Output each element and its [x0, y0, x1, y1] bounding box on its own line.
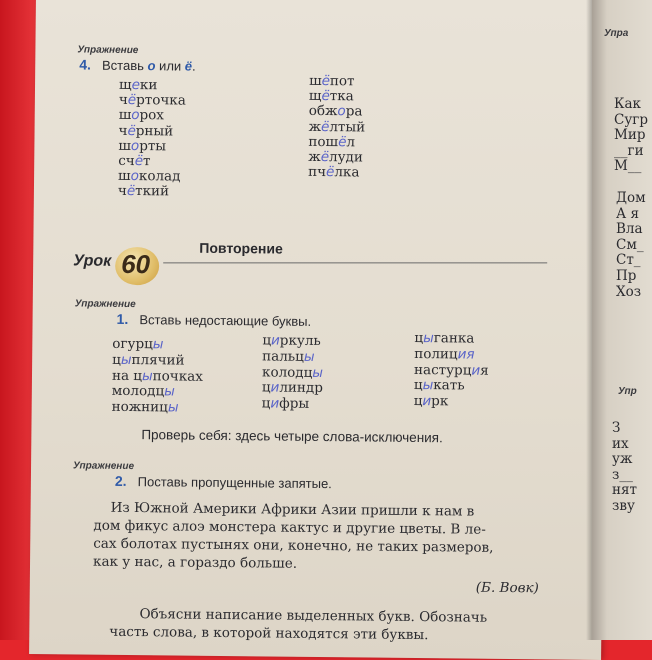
cut-off-line: Как	[614, 96, 641, 112]
cut-off-line: См_	[616, 237, 644, 253]
word-item	[308, 134, 355, 150]
cut-off-line: Пр	[616, 268, 636, 284]
word-item	[118, 138, 166, 154]
word-part: ж	[309, 118, 322, 134]
word-part: ш	[119, 107, 132, 123]
cut-off-line: уж	[612, 451, 632, 467]
cut-off-line: зву	[612, 498, 635, 514]
word-item	[119, 107, 164, 123]
word-part: рох	[139, 107, 164, 123]
cut-off-line: з__	[612, 467, 633, 483]
instruction-line: часть слова, в которой находятся эти буквы.	[109, 623, 428, 644]
word-part: луди	[329, 149, 363, 165]
word-part: ч	[118, 183, 127, 199]
cut-off-line: А я	[616, 206, 639, 222]
word-item	[309, 103, 363, 120]
handwritten-letter: ы	[121, 352, 132, 368]
word-part: линдр	[279, 380, 323, 396]
word-item	[119, 77, 157, 93]
word-item	[414, 346, 474, 363]
word-item	[309, 118, 366, 135]
paragraph-line: Из Южной Америки Африки Азии пришли к нам в	[111, 499, 475, 521]
handwritten-letter: е	[132, 77, 140, 93]
word-part: рточка	[136, 92, 186, 109]
word-part: ц	[414, 377, 423, 393]
word-item	[262, 364, 323, 381]
handwritten-letter: ы	[142, 368, 153, 384]
handwritten-letter: ё	[321, 119, 329, 135]
word-part: ч	[118, 122, 127, 138]
word-item	[112, 383, 175, 400]
cut-off-line: нят	[612, 482, 637, 498]
word-part: ч	[119, 92, 128, 108]
word-part: ки	[140, 77, 158, 93]
word-part: ра	[346, 104, 363, 120]
word-part: кать	[433, 378, 464, 394]
exercise-1-check: Проверь себя: здесь четыре слова-исключения.	[141, 427, 443, 445]
word-item	[414, 330, 474, 347]
handwritten-letter: ы	[423, 377, 434, 393]
word-part: рты	[139, 138, 166, 154]
word-part: ркуль	[280, 333, 321, 349]
word-part: рный	[136, 123, 174, 139]
handwritten-letter: о	[131, 168, 139, 184]
exercise-number: 4.	[79, 56, 91, 72]
instruction-line: Объясни написание выделенных букв. Обозначь	[139, 605, 487, 627]
handwritten-letter: и	[422, 393, 431, 409]
word-part: ц	[414, 330, 423, 346]
word-item	[262, 396, 310, 412]
cut-off-line: З	[612, 420, 620, 436]
handwritten-letter: ы	[168, 400, 179, 416]
word-part: полиц	[414, 346, 458, 362]
lesson-number: 60	[121, 249, 150, 280]
word-part: настурц	[414, 362, 472, 379]
cut-off-line: М__	[614, 158, 641, 174]
word-part: фры	[279, 396, 309, 412]
cut-off-line: __ги	[614, 143, 644, 159]
word-part: ц	[262, 396, 271, 412]
word-part: обж	[309, 103, 338, 119]
exercise-number: 2.	[115, 473, 127, 489]
word-part: ш	[309, 73, 322, 89]
handwritten-letter: и	[271, 332, 280, 348]
exercise-4-task: 4. Вставь о или ё.	[79, 54, 196, 74]
lesson-title: Повторение	[199, 240, 283, 257]
word-part: ганка	[434, 330, 475, 346]
word-item	[262, 348, 314, 365]
word-item	[119, 92, 186, 109]
word-item	[414, 393, 449, 409]
handwritten-letter: ы	[423, 330, 434, 346]
word-part: ц	[112, 352, 121, 368]
word-part: лтый	[329, 119, 365, 135]
handwritten-letter: ы	[164, 384, 175, 400]
exercise-label: Упражнение	[75, 298, 136, 310]
word-part: колад	[139, 168, 181, 184]
word-item	[414, 362, 489, 379]
word-item	[309, 73, 355, 89]
left-page	[29, 0, 608, 660]
exercise-label: Упра	[604, 28, 628, 39]
handwritten-letter: ия	[458, 346, 475, 362]
cut-off-line: Вла	[616, 221, 643, 237]
handwritten-letter: о	[337, 104, 345, 120]
exercise-number: 1.	[117, 311, 129, 327]
handwritten-letter: ё	[321, 88, 329, 104]
word-part: плячий	[131, 352, 184, 369]
exercise-1-task: 1. Вставь недостающие буквы.	[117, 309, 312, 330]
word-part: рк	[431, 393, 448, 409]
word-part: ц	[262, 380, 271, 396]
word-item	[118, 153, 150, 169]
handwritten-letter: и	[471, 362, 480, 378]
exercise-label: Упр	[618, 386, 637, 397]
word-part: на ц	[112, 367, 142, 383]
word-part: колодц	[262, 364, 312, 381]
word-part: ш	[118, 168, 131, 184]
word-part: ножниц	[112, 399, 168, 416]
word-item	[262, 332, 321, 349]
paragraph-line: дом фикус алоэ монстера кактус и другие цветы. В ле-	[93, 517, 486, 539]
word-part: пальц	[262, 348, 304, 364]
cut-off-line: их	[612, 436, 629, 452]
word-part: лка	[334, 164, 359, 180]
word-part: почках	[153, 368, 203, 385]
word-part: огурц	[112, 336, 153, 352]
cut-off-line: Дом	[616, 190, 646, 206]
word-part: ц	[262, 332, 271, 348]
word-part: сч	[118, 153, 135, 169]
cut-off-line: Сугр	[614, 112, 648, 128]
word-item	[112, 336, 163, 353]
paragraph-line: сах болотах пустынях они, конечно, не таких размеров,	[93, 535, 493, 557]
word-item	[118, 122, 173, 139]
word-item	[414, 377, 465, 394]
word-item	[112, 352, 185, 369]
word-part: ткий	[135, 183, 169, 199]
cut-off-line: Мир	[614, 127, 645, 143]
paragraph-line: как у нас, а гораздо больше.	[93, 553, 297, 573]
word-item	[309, 88, 354, 104]
handwritten-letter: и	[270, 380, 279, 396]
word-part: пош	[308, 134, 338, 150]
exercise-label: Упражнение	[77, 44, 138, 56]
exercise-label: Упражнение	[73, 460, 134, 472]
lesson-rule	[163, 262, 547, 263]
handwritten-letter: ы	[153, 336, 164, 352]
word-item	[308, 149, 363, 166]
handwritten-letter: и	[270, 396, 279, 412]
word-part: т	[143, 153, 151, 169]
handwritten-letter: ы	[312, 365, 323, 381]
word-part: пот	[330, 73, 355, 89]
word-part: ц	[414, 393, 423, 409]
word-part: пч	[308, 164, 326, 180]
author-attribution: (Б. Вовк)	[476, 579, 539, 598]
word-item	[118, 168, 181, 185]
word-item	[118, 183, 169, 200]
word-part: я	[480, 362, 489, 378]
word-part: щ	[119, 77, 132, 93]
handwritten-letter: ё	[321, 149, 329, 165]
handwritten-letter: ё	[326, 164, 334, 180]
handwritten-letter: ё	[127, 183, 135, 199]
right-page	[592, 0, 652, 640]
handwritten-letter: ё	[322, 73, 330, 89]
lesson-word: Урок	[73, 252, 111, 270]
handwritten-letter: ё	[338, 134, 346, 150]
cut-off-line: Ст_	[616, 252, 641, 268]
handwritten-letter: ё	[135, 153, 143, 169]
word-item	[308, 164, 359, 181]
word-part: ш	[118, 138, 131, 154]
word-part: тка	[330, 88, 354, 104]
word-part: л	[346, 134, 355, 150]
word-item	[262, 380, 323, 397]
handwritten-letter: ё	[128, 92, 136, 108]
handwritten-letter: о	[131, 107, 139, 123]
handwritten-letter: ы	[304, 349, 315, 365]
word-part: ж	[308, 149, 321, 165]
handwritten-letter: ё	[127, 123, 135, 139]
word-item	[112, 399, 179, 416]
word-item	[112, 367, 203, 384]
word-part: щ	[309, 88, 322, 104]
handwritten-letter: о	[131, 138, 139, 154]
exercise-2-task: 2. Поставь пропущенные запятые.	[115, 471, 332, 492]
word-part: молодц	[112, 383, 164, 400]
cut-off-line: Хоз	[616, 284, 641, 300]
